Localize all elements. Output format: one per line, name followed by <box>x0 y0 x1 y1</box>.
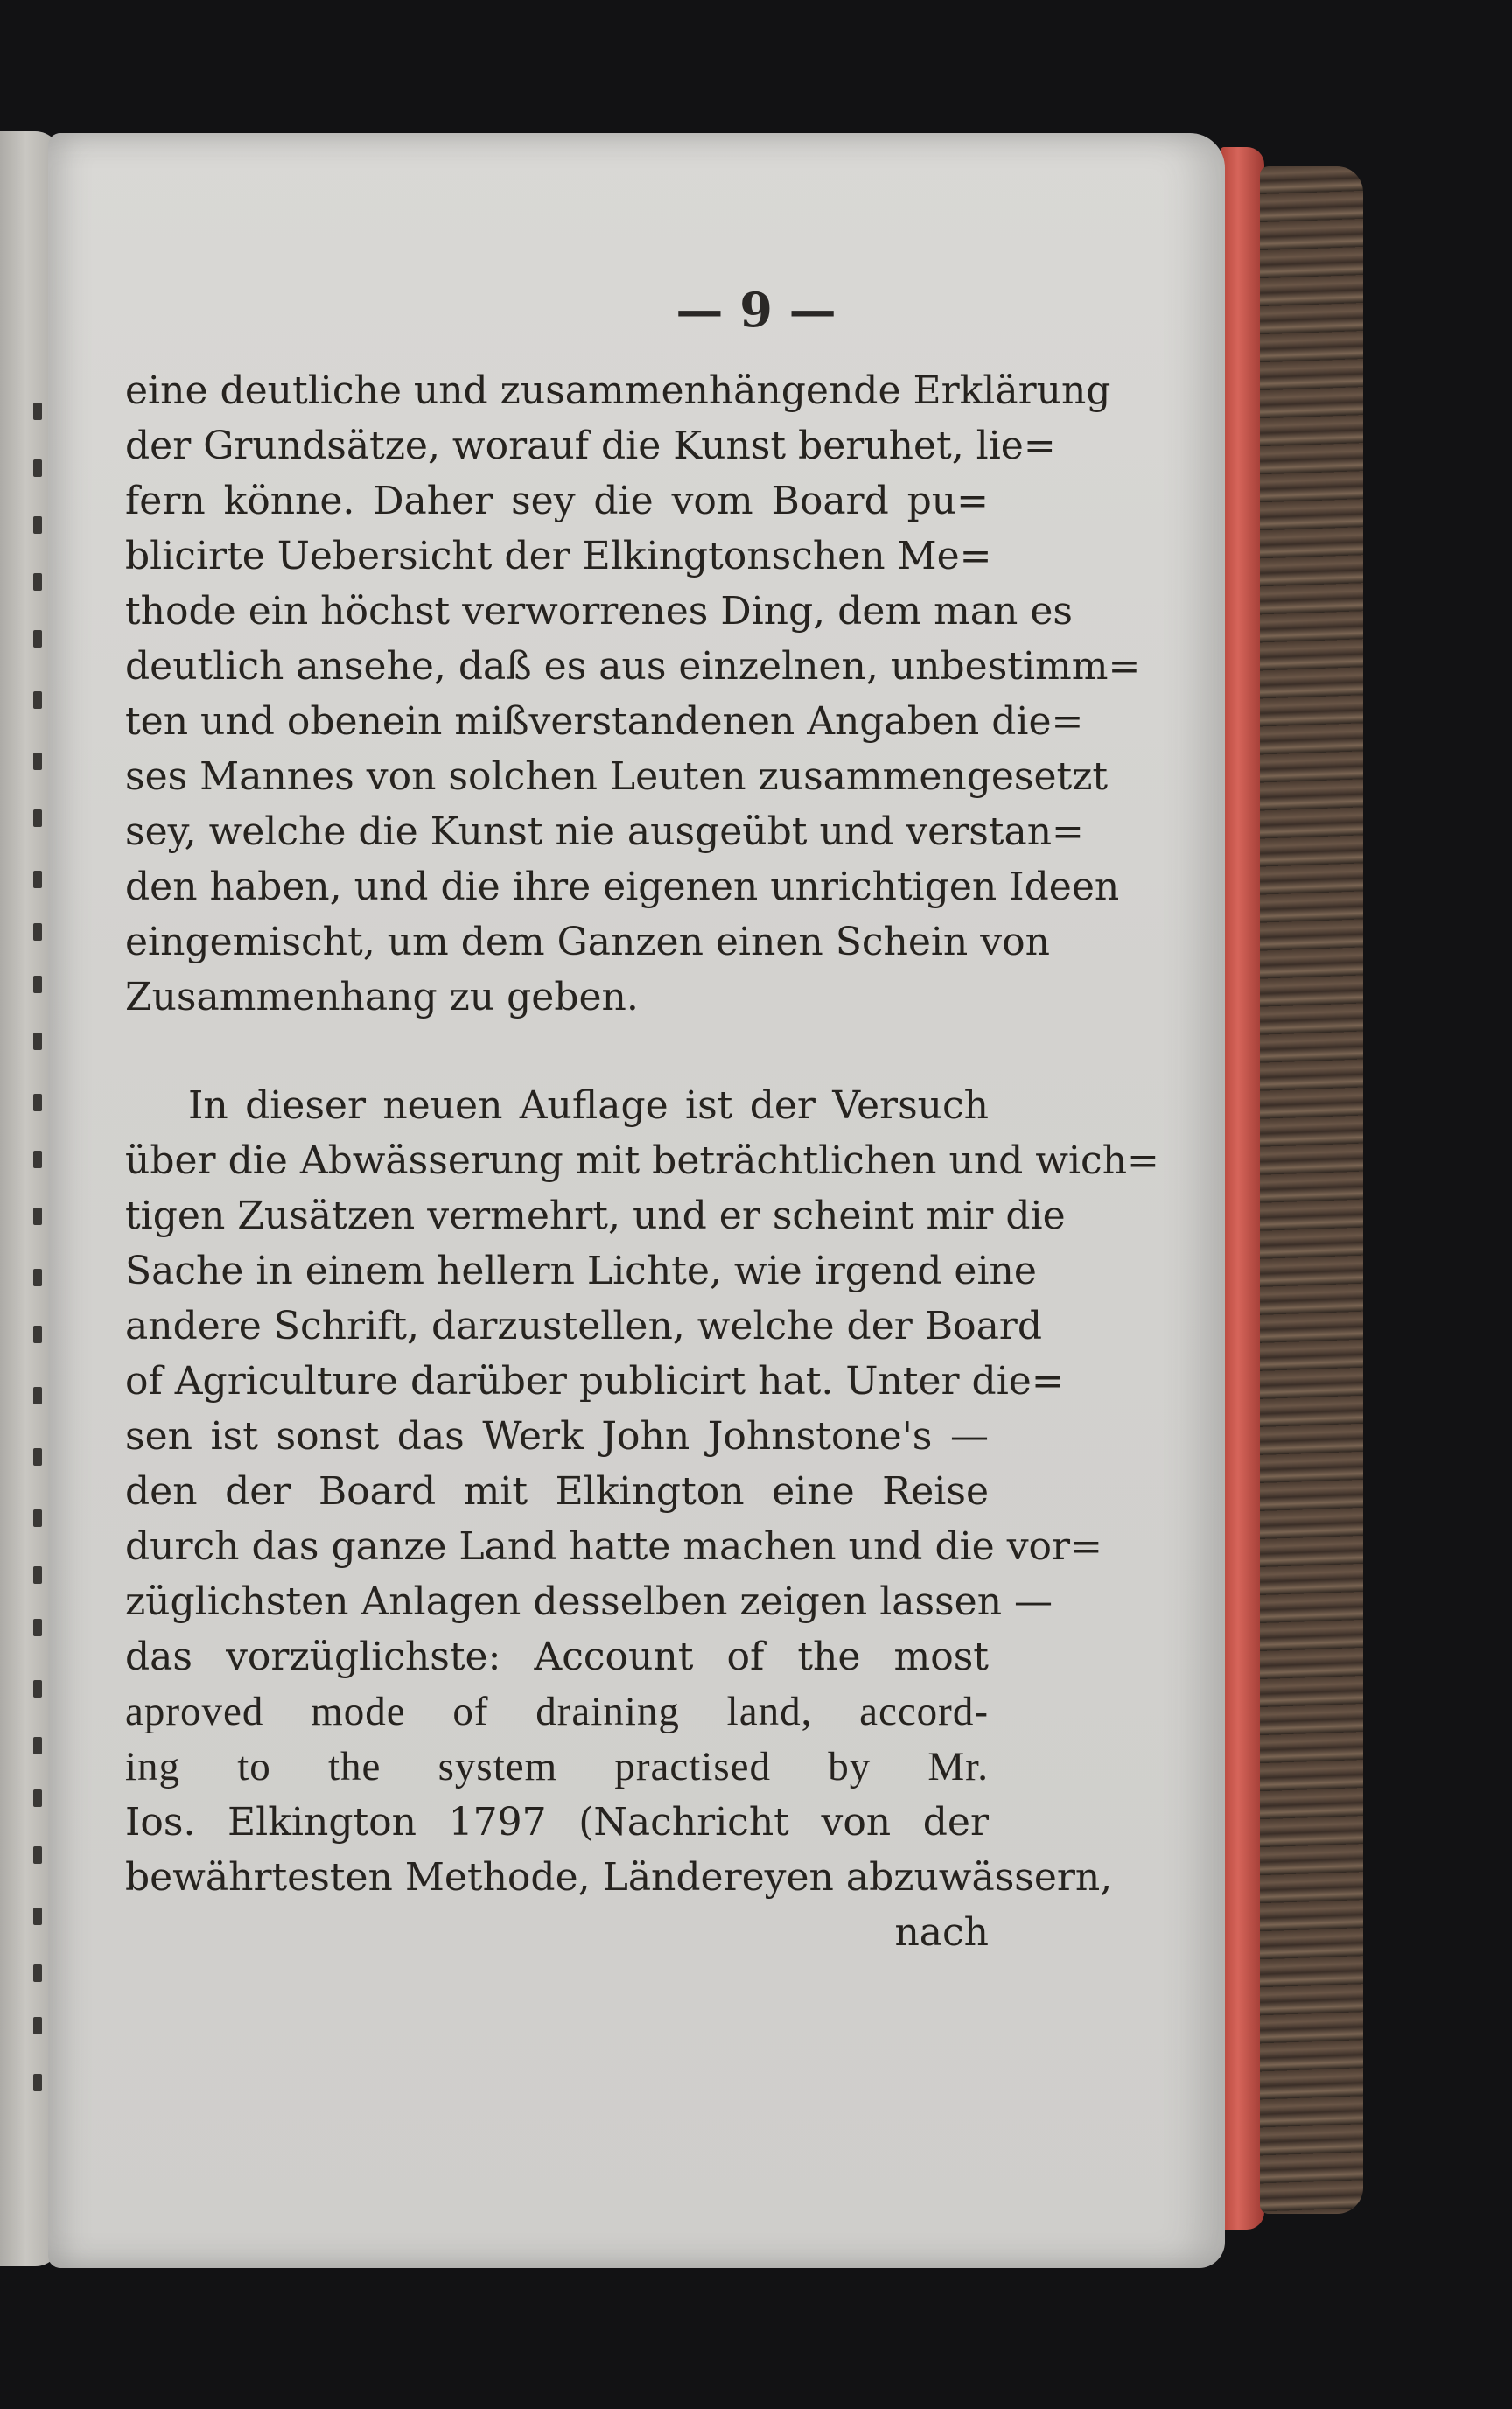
text-line: das vorzüglichste: Account of the most <box>125 1635 989 1679</box>
text-line: of Agriculture darüber publicirt hat. Unter die= <box>125 1359 1064 1404</box>
catchword: nach <box>894 1910 989 1955</box>
paragraph-1 <box>125 363 1141 1025</box>
text-line: den der Board mit Elkington eine Reise <box>125 1469 989 1514</box>
text-line: sen ist sonst das Werk John Johnstone's — <box>125 1414 989 1459</box>
text-line: eingemischt, um dem Ganzen einen Schein von <box>125 920 1050 964</box>
book-binding <box>1260 166 1363 2214</box>
paragraph-2 <box>125 1078 1159 1960</box>
page-number-header: — 9 — <box>676 282 836 338</box>
page-text <box>125 363 1159 1960</box>
text-line: Ios. Elkington 1797 (Nachricht von der <box>125 1800 989 1845</box>
text-line: aproved mode of draining land, accord- <box>125 1689 989 1734</box>
text-line: bewährtesten Methode, Ländereyen abzuwässern, <box>125 1855 1113 1900</box>
text-line: ses Mannes von solchen Leuten zusammengesetzt <box>125 754 1109 799</box>
text-line: thode ein höchst verworrenes Ding, dem man es <box>125 589 1073 634</box>
text-line: blicirte Uebersicht der Elkingtonschen Me= <box>125 534 992 578</box>
text-line: Sache in einem hellern Lichte, wie irgend eine <box>125 1249 1037 1293</box>
text-line: der Grundsätze, worauf die Kunst beruhet, lie= <box>125 424 1056 468</box>
text-line: züglichsten Anlagen desselben zeigen lassen — <box>125 1579 1054 1624</box>
text-line: ten und obenein mißverstandenen Angaben die= <box>125 699 1084 744</box>
text-line: In dieser neuen Auflage ist der Versuch <box>188 1083 989 1128</box>
text-line: Zusammenhang zu geben. <box>125 975 639 1019</box>
text-line: über die Abwässerung mit beträchtlichen und wich= <box>125 1138 1159 1183</box>
text-line: fern könne. Daher sey die vom Board pu= <box>125 479 989 523</box>
red-page-edge <box>1221 147 1264 2230</box>
text-line: ing to the system practised by Mr. <box>125 1744 989 1789</box>
text-line: tigen Zusätzen vermehrt, und er scheint mir die <box>125 1194 1066 1238</box>
text-line: sey, welche die Kunst nie ausgeübt und verstan= <box>125 809 1084 854</box>
text-line: deutlich ansehe, daß es aus einzelnen, unbestimm= <box>125 644 1141 689</box>
text-line: durch das ganze Land hatte machen und die vor= <box>125 1524 1102 1569</box>
text-line: andere Schrift, darzustellen, welche der Board <box>125 1304 1043 1348</box>
text-line: eine deutliche und zusammenhängende Erklärung <box>125 368 1111 413</box>
text-line: den haben, und die ihre eigenen unrichtigen Ideen <box>125 865 1120 909</box>
